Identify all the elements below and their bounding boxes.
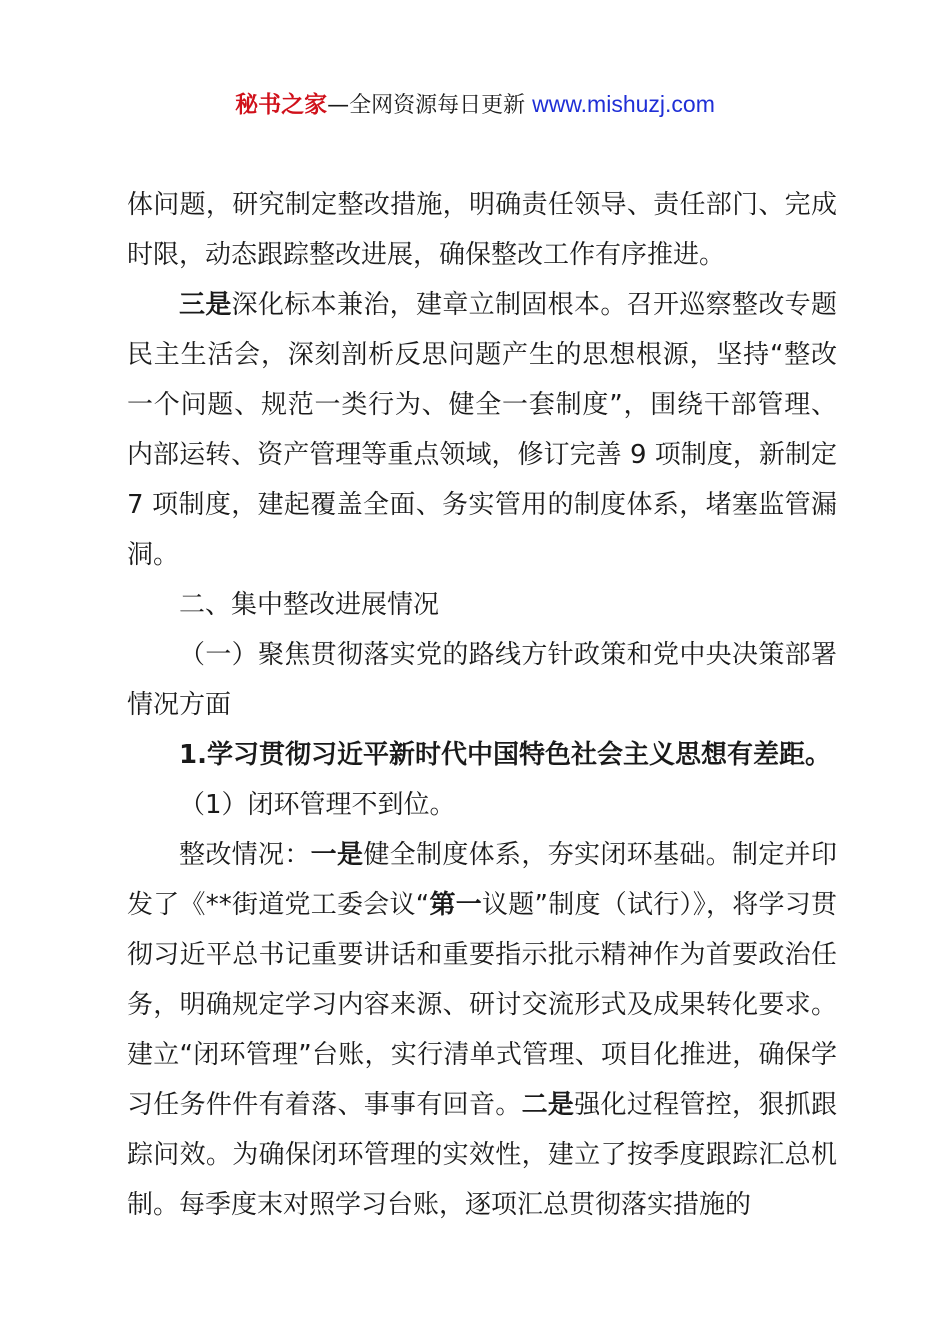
document-body xyxy=(127,180,837,1230)
emphasis-yi-shi: 一是 xyxy=(310,840,364,870)
emphasis-er-shi: 二是 xyxy=(521,1090,575,1120)
paragraph-continuation: 体问题，研究制定整改措施，明确责任领导、责任部门、完成时限，动态跟踪整改进展，确保整改工作有序推进。 xyxy=(127,190,837,270)
sub-item-heading-1: （1）闭环管理不到位。 xyxy=(179,790,456,820)
header-slogan: —全网资源每日更新 xyxy=(327,93,533,118)
emphasis-san-shi: 三是 xyxy=(179,290,232,320)
paragraph-third-point-text: 深化标本兼治，建章立制固根本。召开巡察整改专题民主生活会，深刻剖析反思问题产生的思想根源，坚持“整改一个问题、规范一类行为、健全一套制度”，围绕干部管理、内部运转、资产管理等重点领域，修订完善 9 项制度，新制定 7 项制度，建起覆盖全面、务实管用的制度体系，堵塞监管漏洞。 xyxy=(127,290,837,570)
rectification-text-1: 健全制度体系，夯实闭环基础。制定并印发了《**街道党工委会议“ xyxy=(127,840,837,920)
brand-name: 秘书之家 xyxy=(235,92,328,118)
rectification-text-3: 强化过程管控，狠抓跟踪问效。为确保闭环管理的实效性，建立了按季度跟踪汇总机制。每季度末对照学习台账，逐项汇总贯彻落实措施的 xyxy=(127,1090,837,1220)
emphasis-di-yi: 第一 xyxy=(429,890,482,920)
subsection-heading-1: （一）聚焦贯彻落实党的路线方针政策和党中央决策部署情况方面 xyxy=(127,640,837,720)
rectification-text-2: 议题”制度（试行）》，将学习贯彻习近平总书记重要讲话和重要指示批示精神作为首要政治任务，明确规定学习内容来源、研讨交流形式及成果转化要求。建立“闭环管理”台账，实行清单式管理、项目化推进，确保学习任务件件有着落、事事有回音。 xyxy=(127,890,837,1120)
paragraph-third-point xyxy=(127,280,837,580)
site-url-link[interactable]: www.mishuzj.com xyxy=(532,91,715,117)
item-heading-1: 1.学习贯彻习近平新时代中国特色社会主义思想有差距。 xyxy=(179,740,831,770)
page-header xyxy=(0,86,950,124)
paragraph-rectification xyxy=(127,830,837,1230)
rectification-label: 整改情况： xyxy=(179,840,311,870)
section-heading-2: 二、集中整改进展情况 xyxy=(179,590,440,620)
